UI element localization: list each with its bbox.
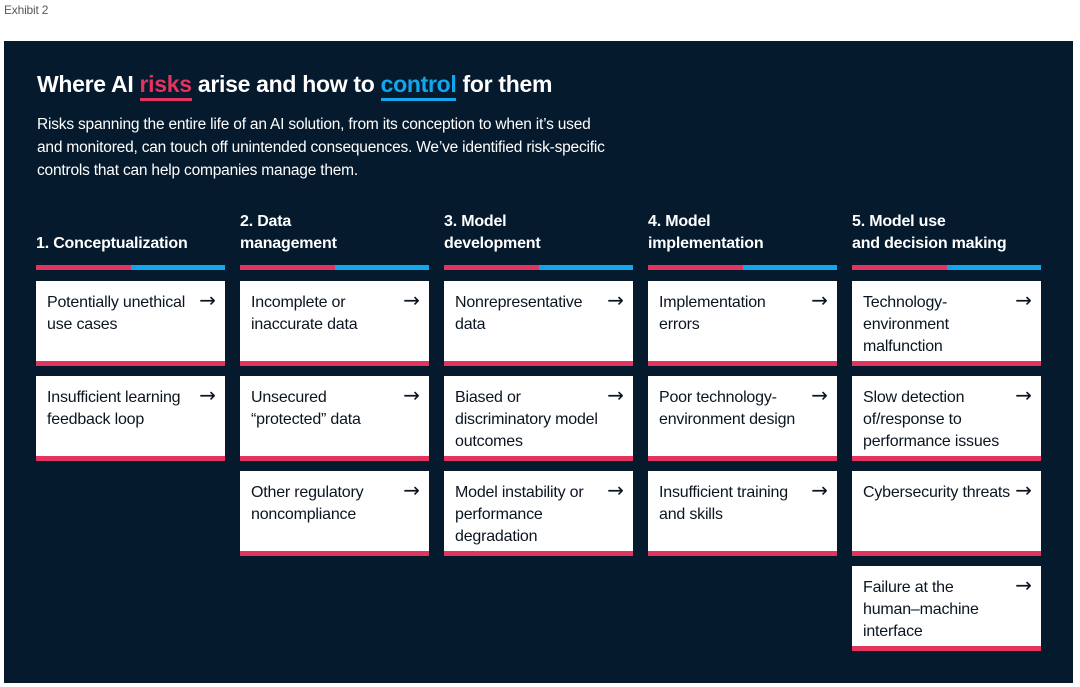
risk-card[interactable] — [648, 376, 837, 461]
risk-card-label: Incomplete or inaccurate data — [251, 294, 358, 333]
risk-card[interactable] — [852, 376, 1041, 461]
arrow-right-icon: → — [811, 383, 828, 407]
stage-header: 4. Model implementation — [648, 213, 764, 252]
control-bar-segment — [131, 265, 226, 270]
risk-card-label: Unsecured “protected” data — [251, 389, 361, 428]
risk-card-label: Biased or discriminatory model outcomes — [455, 389, 598, 450]
exhibit-title — [37, 71, 552, 98]
risk-card-label: Insufficient training and skills — [659, 484, 788, 523]
stage-header: 2. Data management — [240, 213, 337, 252]
stage-header: 5. Model use and decision making — [852, 213, 1007, 252]
arrow-right-icon: → — [199, 383, 216, 407]
arrow-right-icon: → — [607, 478, 624, 502]
title-part-2: arise and how to — [191, 71, 381, 97]
risk-bar-segment — [240, 265, 335, 270]
risk-card[interactable] — [36, 376, 225, 461]
title-risks-word: risks — [140, 71, 192, 101]
risk-card[interactable] — [240, 281, 429, 366]
risk-card[interactable] — [852, 281, 1041, 366]
risk-card[interactable] — [444, 471, 633, 556]
control-bar-segment — [947, 265, 1042, 270]
risk-card[interactable] — [852, 566, 1041, 651]
risk-bar-segment — [36, 265, 131, 270]
title-part-3: for them — [456, 71, 553, 97]
control-bar-segment — [335, 265, 430, 270]
risk-bar-segment — [648, 265, 743, 270]
risk-card-label: Technology-environment malfunction — [863, 294, 949, 355]
arrow-right-icon: → — [1015, 288, 1032, 312]
exhibit-panel — [4, 41, 1073, 683]
exhibit-subtitle: Risks spanning the entire life of an AI solution, from its conception to when it’s used and monitored, can touch off unintended consequences. We’ve identified risk-specific controls that can help companies manage them. — [37, 116, 605, 179]
arrow-right-icon: → — [1015, 573, 1032, 597]
risk-card-label: Implementation errors — [659, 294, 766, 333]
risk-card[interactable] — [648, 471, 837, 556]
stage-header: 1. Conceptualization — [36, 235, 188, 252]
risk-card-label: Nonrepresentative data — [455, 294, 583, 333]
control-bar-segment — [539, 265, 634, 270]
stage-divider-bar — [240, 265, 429, 270]
arrow-right-icon: → — [1015, 383, 1032, 407]
arrow-right-icon: → — [403, 383, 420, 407]
arrow-right-icon: → — [607, 288, 624, 312]
arrow-right-icon: → — [607, 383, 624, 407]
risk-card[interactable] — [444, 281, 633, 366]
risk-card[interactable] — [648, 281, 837, 366]
risk-card[interactable] — [240, 471, 429, 556]
stage-divider-bar — [444, 265, 633, 270]
stage-divider-bar — [852, 265, 1041, 270]
risk-card-label: Other regulatory noncompliance — [251, 484, 364, 523]
stage-header: 3. Model development — [444, 213, 541, 252]
control-bar-segment — [743, 265, 838, 270]
risk-card[interactable] — [444, 376, 633, 461]
risk-card[interactable] — [852, 471, 1041, 556]
risk-card-label: Poor technology-environment design — [659, 389, 796, 428]
risk-card-label: Slow detection of/response to performance issues — [863, 389, 1000, 450]
stage-divider-bar — [36, 265, 225, 270]
risk-card-label: Insufficient learning feedback loop — [47, 389, 181, 428]
risk-card-label: Failure at the human–machine interface — [863, 579, 979, 640]
arrow-right-icon: → — [403, 478, 420, 502]
title-part-1: Where AI — [37, 71, 140, 97]
arrow-right-icon: → — [1015, 478, 1032, 502]
arrow-right-icon: → — [811, 288, 828, 312]
exhibit-label: Exhibit 2 — [4, 3, 49, 17]
stage-divider-bar — [648, 265, 837, 270]
risk-bar-segment — [852, 265, 947, 270]
arrow-right-icon: → — [199, 288, 216, 312]
arrow-right-icon: → — [403, 288, 420, 312]
risk-bar-segment — [444, 265, 539, 270]
risk-card-label: Model instability or performance degradation — [455, 484, 584, 545]
risk-card-label: Cybersecurity threats — [863, 484, 1010, 501]
title-control-word: control — [381, 71, 457, 101]
risk-card[interactable] — [36, 281, 225, 366]
arrow-right-icon: → — [811, 478, 828, 502]
risk-card[interactable] — [240, 376, 429, 461]
risk-card-label: Potentially unethical use cases — [47, 294, 186, 333]
